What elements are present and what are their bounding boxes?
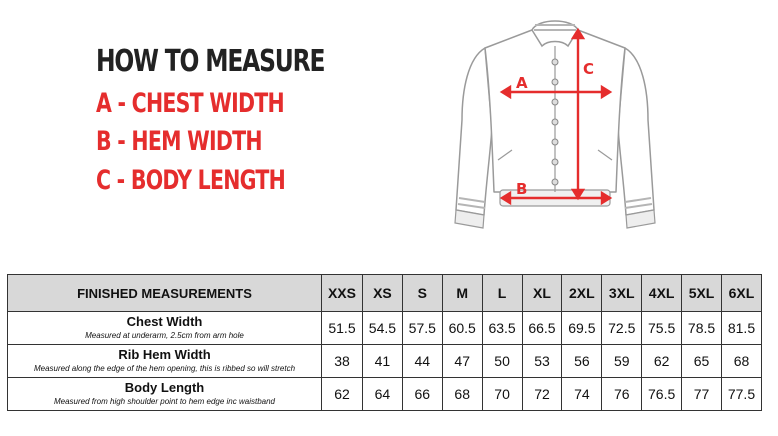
row-note: Measured along the edge of the hem opening, this is ribbed so will stretch <box>33 363 296 373</box>
table-cell: 66.5 <box>522 312 562 345</box>
table-title: FINISHED MEASUREMENTS <box>8 275 322 312</box>
table-row-length <box>8 378 762 411</box>
row-title: Rib Hem Width <box>118 347 211 363</box>
table-cell: 50 <box>482 345 522 378</box>
table-cell: 62 <box>642 345 682 378</box>
row-note: Measured at underarm, 2.5cm from arm hole <box>85 330 244 340</box>
table-cell: 78.5 <box>682 312 722 345</box>
size-header: 3XL <box>602 275 642 312</box>
row-note: Measured from high shoulder point to hem edge inc waistband <box>53 396 276 406</box>
table-cell: 44 <box>402 345 442 378</box>
table-cell: 62 <box>322 378 363 411</box>
table-cell: 72.5 <box>602 312 642 345</box>
table-cell: 47 <box>442 345 482 378</box>
table-cell: 64 <box>362 378 402 411</box>
table-cell: 77.5 <box>721 378 761 411</box>
jacket-diagram <box>440 10 670 235</box>
row-label <box>8 345 322 378</box>
table-cell: 65 <box>682 345 722 378</box>
table-cell: 76.5 <box>642 378 682 411</box>
row-title: Body Length <box>124 380 205 396</box>
table-cell: 54.5 <box>362 312 402 345</box>
size-header: S <box>402 275 442 312</box>
table-cell: 69.5 <box>562 312 602 345</box>
size-header: L <box>482 275 522 312</box>
table-cell: 60.5 <box>442 312 482 345</box>
size-header: XXS <box>322 275 363 312</box>
jacket-cuffs <box>455 210 655 228</box>
table-cell: 77 <box>682 378 722 411</box>
table-cell: 68 <box>721 345 761 378</box>
table-cell: 41 <box>362 345 402 378</box>
table-cell: 53 <box>522 345 562 378</box>
table-cell: 68 <box>442 378 482 411</box>
label-a: A <box>516 74 528 92</box>
table-cell: 74 <box>562 378 602 411</box>
table-cell: 56 <box>562 345 602 378</box>
table-cell: 72 <box>522 378 562 411</box>
size-chart-table <box>7 274 762 411</box>
measure-item-hem: B - HEM WIDTH <box>96 126 262 157</box>
row-label <box>8 312 322 345</box>
measure-heading: HOW TO MEASURE <box>96 44 325 79</box>
size-header: 6XL <box>721 275 761 312</box>
size-header: M <box>442 275 482 312</box>
measure-item-chest: A - CHEST WIDTH <box>96 88 284 119</box>
table-cell: 81.5 <box>721 312 761 345</box>
table-row-hem <box>8 345 762 378</box>
table-cell: 51.5 <box>322 312 363 345</box>
table-cell: 59 <box>602 345 642 378</box>
size-header: XL <box>522 275 562 312</box>
label-b: B <box>516 180 528 198</box>
row-title: Chest Width <box>126 314 203 330</box>
row-label <box>8 378 322 411</box>
size-header: 4XL <box>642 275 682 312</box>
size-header: XS <box>362 275 402 312</box>
measure-item-length: C - BODY LENGTH <box>96 165 286 196</box>
table-cell: 75.5 <box>642 312 682 345</box>
size-header: 2XL <box>562 275 602 312</box>
label-c: C <box>583 60 595 78</box>
table-header-row <box>8 275 762 312</box>
table-cell: 66 <box>402 378 442 411</box>
table-cell: 38 <box>322 345 363 378</box>
table-row-chest <box>8 312 762 345</box>
table-cell: 57.5 <box>402 312 442 345</box>
table-cell: 70 <box>482 378 522 411</box>
table-cell: 76 <box>602 378 642 411</box>
size-header: 5XL <box>682 275 722 312</box>
table-cell: 63.5 <box>482 312 522 345</box>
